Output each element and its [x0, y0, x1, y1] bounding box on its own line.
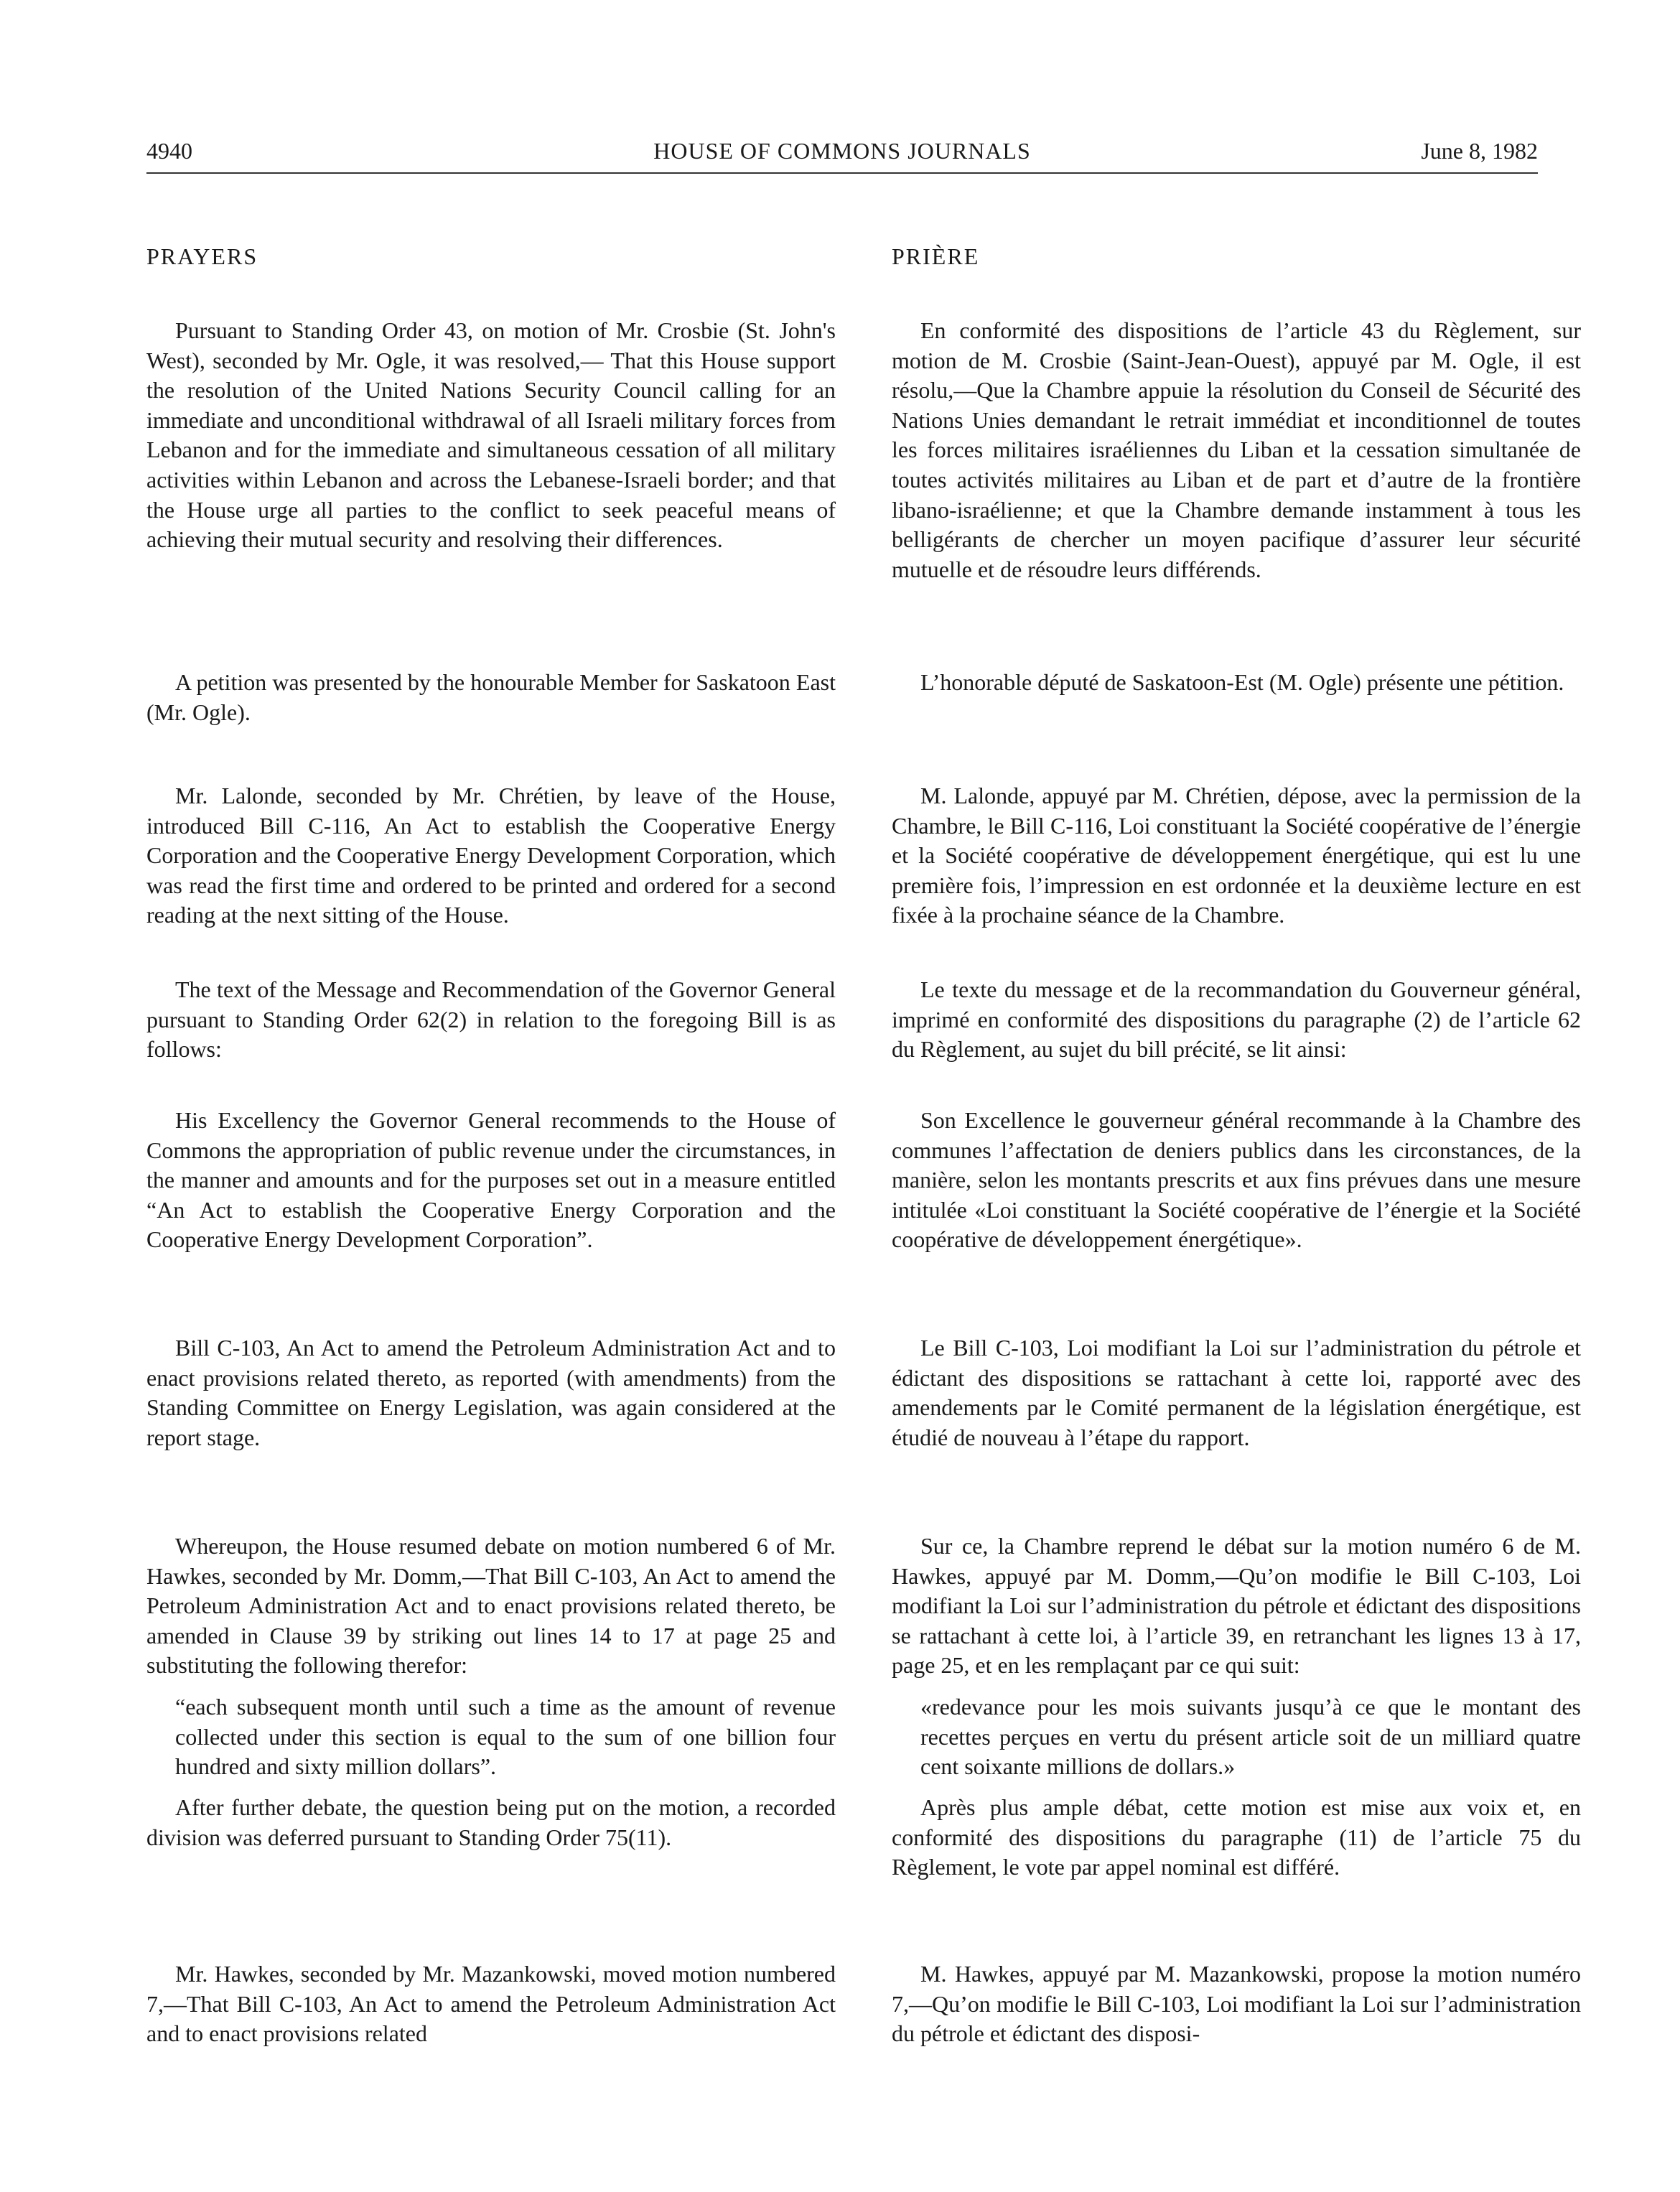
journal-title: HOUSE OF COMMONS JOURNALS	[653, 138, 1031, 164]
french-quote-amendment: «redevance pour les mois suivants jusqu’à ce que le montant des recettes perçues en vertu du présent article soit de un milliard quatre cent soixante millions de dollars.»	[920, 1694, 1581, 1780]
french-paragraph-petition: L’honorable député de Saskatoon-Est (M. Ogle) présente une pétition.	[920, 669, 1564, 695]
french-paragraph-priere: En conformité des dispositions de l’article 43 du Règlement, sur motion de M. Crosbie (Saint-Jean-Ouest), appuyé par M. Ogle, il est résolu,—Que la Chambre appuie la résolution du Conseil de Sécurité des Nations Unies demandant le retrait immédiat et inconditionnel de toutes les forces militaires israéliennes du Liban et la cessation simultanée de toutes activités militaires au Liban et de part et d’autre de la frontière libano-israélienne; et que la Chambre demande instamment à tous les belligérants de chercher un moyen pacifique d’assurer leur sécurité mutuelle et de résoudre leurs différends.	[892, 317, 1581, 582]
french-paragraph-recommendation: Son Excellence le gouverneur général recommande à la Chambre des communes l’affectation de deniers publics dans les circonstances, de la manière, selon les montants prescrits et aux fins prévues dans une mesure intitulée «Loi constituant la Société coopérative de l’énergie et la Société coopérative de développement énergétique».	[892, 1107, 1581, 1253]
french-paragraph-message-intro: Le texte du message et de la recommandation du Gouverneur général, imprimé en conformité des dispositions du paragraphe (2) de l’article 62 du Règlement, au sujet du bill précité, se lit ainsi:	[892, 976, 1581, 1063]
english-paragraph-motion-6: Whereupon, the House resumed debate on motion numbered 6 of Mr. Hawkes, seconded by Mr. Domm,—That Bill C-103, An Act to amend the Petroleum Administration Act and to enact provisions related thereto, be amended in Clause 39 by striking out lines 14 to 17 at page 25 and substituting the following therefor:	[146, 1533, 836, 1679]
english-paragraph-bill-c116: Mr. Lalonde, seconded by Mr. Chrétien, by leave of the House, introduced Bill C-116, An Act to establish the Cooperative Energy Corporation and the Cooperative Energy Development Corporation, which was read the first time and ordered to be printed and ordered for a second reading at the next sitting of the House.	[146, 783, 836, 928]
english-quote-amendment: “each subsequent month until such a time as the amount of revenue collected under this section is equal to the sum of one billion four hundred and sixty million dollars”.	[175, 1694, 836, 1780]
french-paragraph-deferred: Après plus ample débat, cette motion est mise aux voix et, en conformité des dispositions du paragraphe (11) de l’article 75 du Règlement, le vote par appel nominal est différé.	[892, 1794, 1581, 1880]
english-paragraph-deferred: After further debate, the question being put on the motion, a recorded division was deferred pursuant to Standing Order 75(11).	[146, 1794, 836, 1850]
english-paragraph-petition: A petition was presented by the honourable Member for Saskatoon East (Mr. Ogle).	[146, 669, 836, 725]
french-paragraph-bill-c116: M. Lalonde, appuyé par M. Chrétien, dépose, avec la permission de la Chambre, le Bill C-116, Loi constituant la Société coopérative de l’énergie et la Société coopérative de développement énergétique, qui est lu une première fois, l’impression en est ordonnée et la deuxième lecture en est fixée à la prochaine séance de la Chambre.	[892, 783, 1581, 928]
french-paragraph-motion-7: M. Hawkes, appuyé par M. Mazankowski, propose la motion numéro 7,—Qu’on modifie le Bill C-103, Loi modifiant la Loi sur l’administration du pétrole et édictant des disposi-	[892, 1961, 1581, 2047]
english-paragraph-recommendation: His Excellency the Governor General recommends to the House of Commons the appropriation of public revenue under the circumstances, in the manner and amounts and for the purposes set out in a measure entitled “An Act to establish the Cooperative Energy Corporation and the Cooperative Energy Development Corporation”.	[146, 1107, 836, 1253]
english-heading: PRAYERS	[146, 243, 258, 269]
english-paragraph-bill-c103: Bill C-103, An Act to amend the Petroleum Administration Act and to enact provisions related thereto, as reported (with amendments) from the Standing Committee on Energy Legislation, was again considered at the report stage.	[146, 1335, 836, 1450]
page-header	[146, 135, 1538, 174]
french-paragraph-motion-6: Sur ce, la Chambre reprend le débat sur la motion numéro 6 de M. Hawkes, appuyé par M. Domm,—Qu’on modifie le Bill C-103, Loi modifiant la Loi sur l’administration du pétrole et édictant des dispositions se rattachant à cette loi, à l’article 39, en retranchant les lignes 13 à 17, page 25, et en les remplaçant par ce qui suit:	[892, 1533, 1581, 1679]
french-heading: PRIÈRE	[892, 243, 980, 269]
english-paragraph-message-intro: The text of the Message and Recommendation of the Governor General pursuant to Standing Order 62(2) in relation to the foregoing Bill is as follows:	[146, 976, 836, 1063]
journal-date: June 8, 1982	[1421, 138, 1538, 164]
french-paragraph-bill-c103: Le Bill C-103, Loi modifiant la Loi sur l’administration du pétrole et édictant des dispositions se rattachant à cette loi, rapporté avec des amendements par le Comité permanent de la législation énergétique, est étudié de nouveau à l’étape du rapport.	[892, 1335, 1581, 1450]
page-number: 4940	[146, 138, 192, 164]
english-paragraph-motion-7: Mr. Hawkes, seconded by Mr. Mazankowski, moved motion numbered 7,—That Bill C-103, An Act to amend the Petroleum Administration Act and to enact provisions related	[146, 1961, 836, 2047]
english-paragraph-prayers: Pursuant to Standing Order 43, on motion of Mr. Crosbie (St. John's West), seconded by Mr. Ogle, it was resolved,— That this House support the resolution of the United Nations Security Council calling for an immediate and unconditional withdrawal of all Israeli military forces from Lebanon and for the immediate and simultaneous cessation of all military activities within Lebanon and across the Lebanese-Israeli border; and that the House urge all parties to the conflict to seek peaceful means of achieving their mutual security and resolving their differences.	[146, 317, 836, 553]
